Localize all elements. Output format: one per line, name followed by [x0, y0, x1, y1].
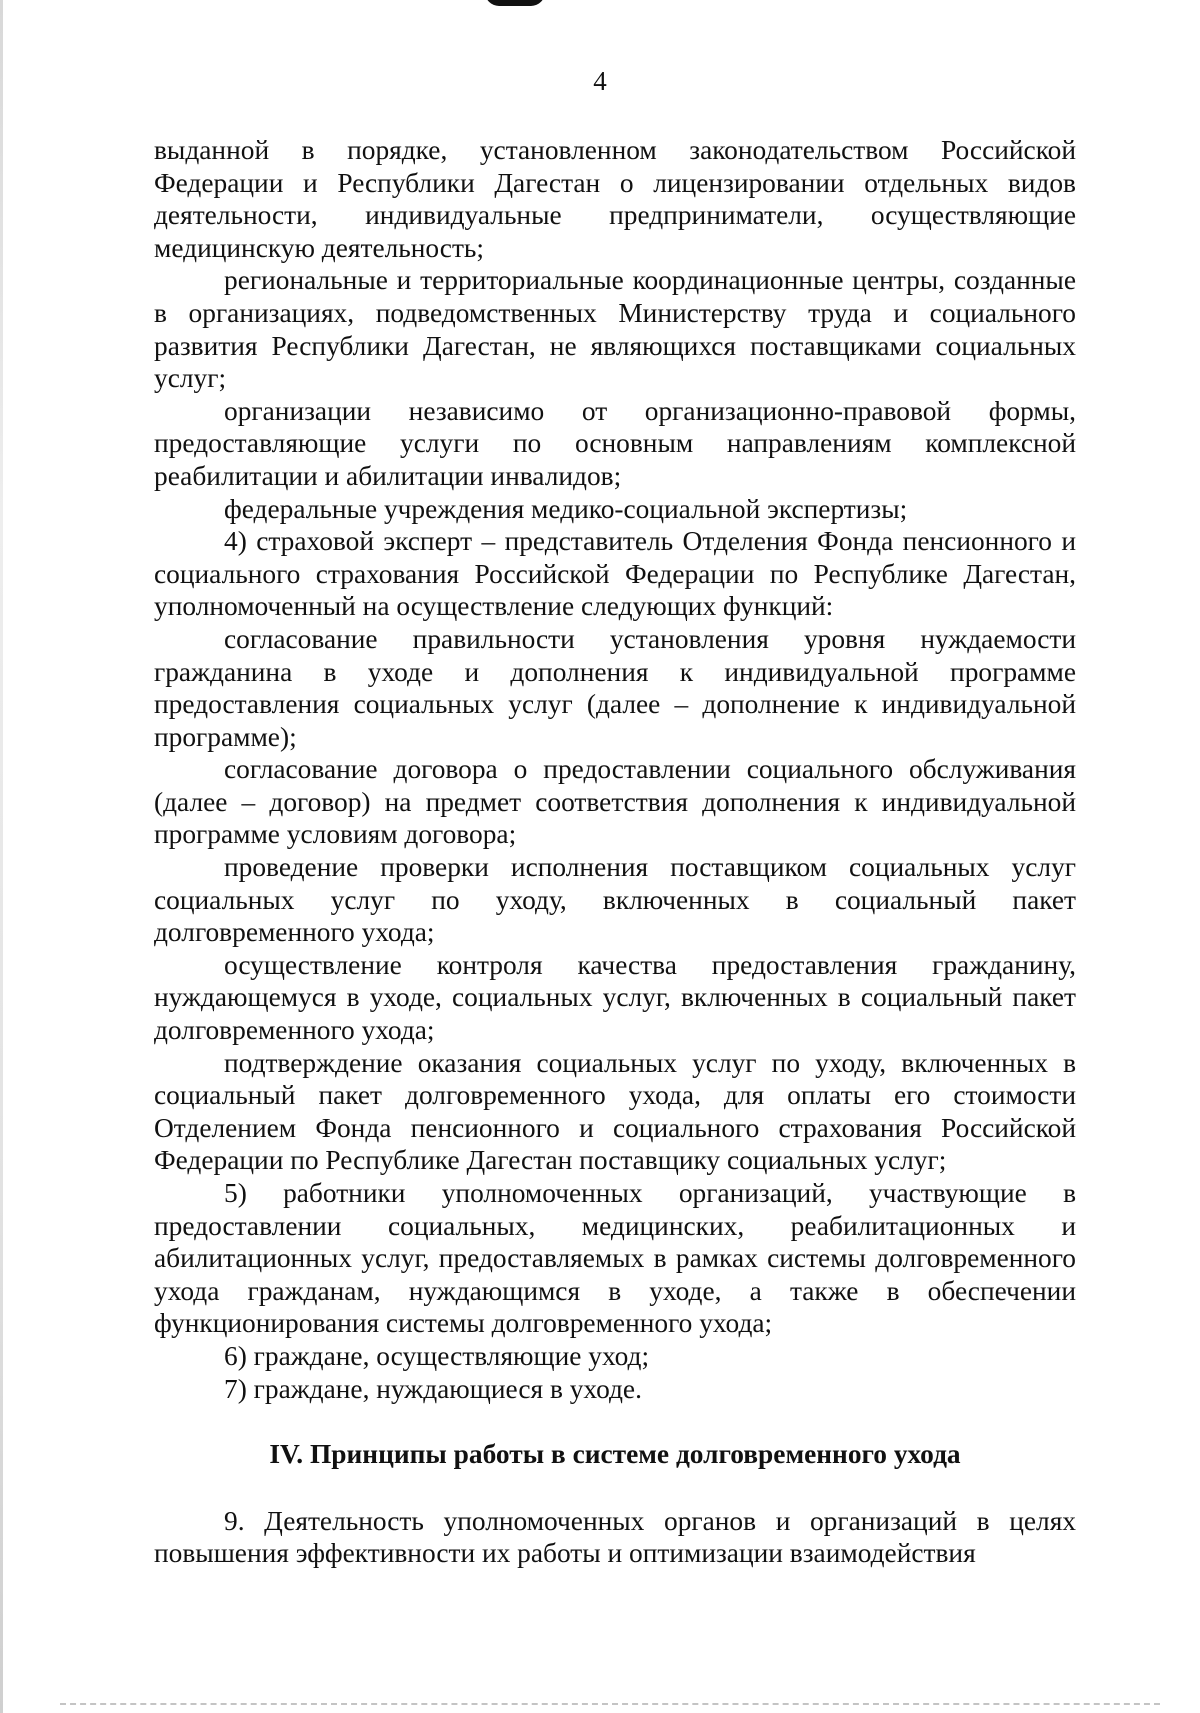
scan-left-edge [0, 0, 3, 1713]
paragraph: согласование правильности установления уровня нуждаемости гражданина в уходе и дополнения к индивидуальной программе предоставления социальных услуг (далее – дополнение к индивидуальной программе); [154, 623, 1076, 752]
paragraph: осуществление контроля качества предоставления гражданину, нуждающемуся в уходе, социальных услуг, включенных в социальный пакет долговременного ухода; [154, 949, 1076, 1046]
document-body [154, 134, 1076, 1570]
paragraph: 7) граждане, нуждающиеся в уходе. [224, 1373, 642, 1404]
paragraph: федеральные учреждения медико-социальной экспертизы; [224, 493, 908, 524]
paragraph: 6) граждане, осуществляющие уход; [224, 1340, 650, 1371]
paragraph: организации независимо от организационно-правовой формы, предоставляющие услуги по основным направлениям комплексной реабилитации и абилитации инвалидов; [154, 395, 1076, 491]
section-heading: IV. Принципы работы в системе долговременного ухода [269, 1439, 961, 1470]
paragraph: 9. Деятельность уполномоченных органов и организаций в целях повышения эффективности их работы и оптимизации взаимодействия [154, 1505, 1076, 1569]
scan-ink-smudge [485, 0, 545, 6]
paragraph: 4) страховой эксперт – представитель Отделения Фонда пенсионного и социального страхования Российской Федерации по Республике Дагестан, уполномоченный на осуществление следующих функций: [154, 526, 1076, 622]
paragraph: региональные и территориальные координационные центры, созданные в организациях, подведомственных Министерству труда и социального развития Республики Дагестан, не являющихся поставщиками социальных услуг; [154, 265, 1076, 394]
paragraph: выданной в порядке, установленном законодательством Российской Федерации и Республики Дагестан о лицензировании отдельных видов деятельности, индивидуальные предприниматели, осуществляющие медицинскую деятельность; [154, 135, 1076, 263]
paragraph: 5) работники уполномоченных организаций, участвующие в предоставлении социальных, медицинских, реабилитационных и абилитационных услуг, предоставляемых в рамках системы долговременного ухода гражданам, нуждающимся в уходе, а также в обеспечении функционирования системы долговременного ухода; [154, 1178, 1076, 1339]
page-number: 4 [593, 66, 607, 96]
paragraph: согласование договора о предоставлении социального обслуживания (далее – договор) на предмет соответствия дополнения к индивидуальной программе условиям договора; [154, 754, 1076, 850]
paragraph: подтверждение оказания социальных услуг по уходу, включенных в социальный пакет долговременного ухода, для оплаты его стоимости Отделением Фонда пенсионного и социального страхования Российской Федерации по Республике Дагестан поставщику социальных услуг; [154, 1047, 1076, 1176]
scan-bottom-edge [60, 1703, 1160, 1705]
paragraph: проведение проверки исполнения поставщиком социальных услуг социальных услуг по уходу, включенных в социальный пакет долговременного ухода; [154, 852, 1076, 948]
